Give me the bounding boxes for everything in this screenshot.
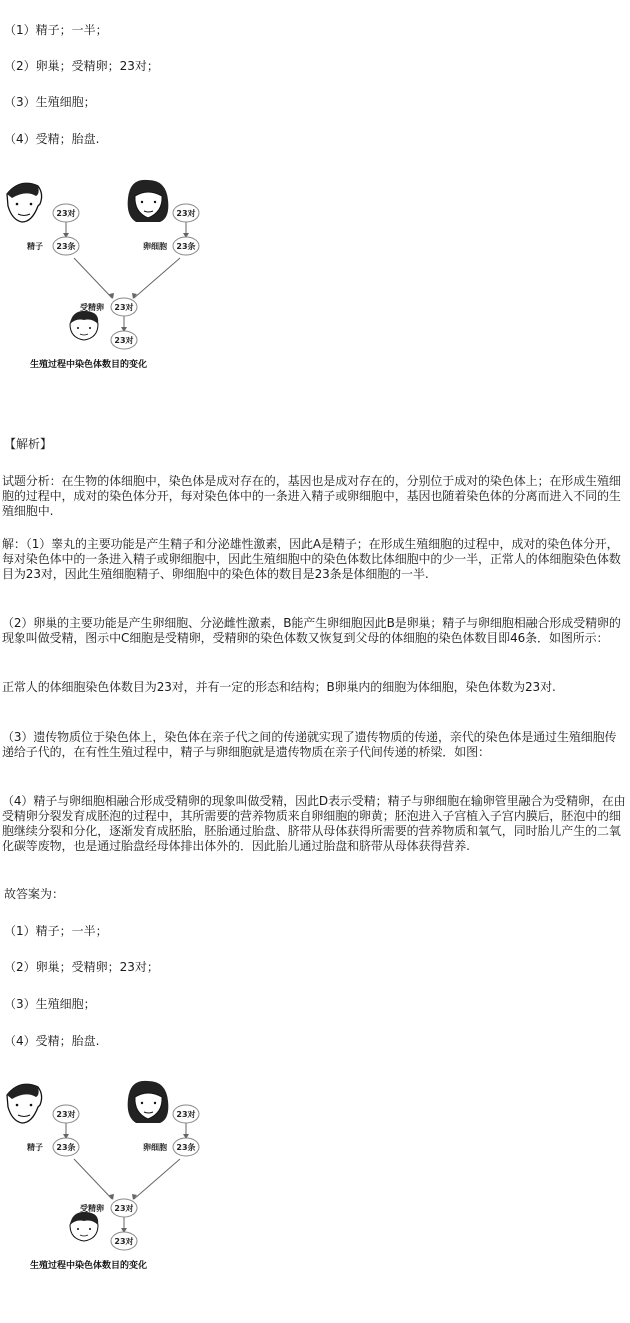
zygote-count: 23对 [114,303,134,312]
figure-caption: 生殖过程中染色体数目的变化 [30,1261,148,1271]
answer-1-bottom: （1）精子；一半； [4,924,108,938]
answer-3-top: （3）生殖细胞； [4,95,96,109]
zygote-count: 23对 [114,1204,134,1213]
egg-count: 23条 [176,1143,196,1152]
zygote-label: 受精卵 [80,303,104,312]
analysis-paragraph-4: 正常人的体细胞染色体数目为23对，并有一定的形态和结构；B卵巢内的细胞为体细胞，染色体数为23对. [2,680,556,694]
answer-2-top: （2）卵巢；受精卵；23对； [4,59,159,73]
conclusion-label: 故答案为： [4,887,65,901]
analysis-paragraph-6: （4）精子与卵细胞相融合形成受精卵的现象叫做受精，因此D表示受精；精子与卵细胞在输卵管里融合为受精卵，在由受精卵分裂发育成胚泡的过程中，其所需要的营养物质来自卵细胞的卵黄；胚泡进入子宫植入子宫内膜后，胚泡中的细胞继续分裂和分化，逐渐发育成胚胎，胚胎通过胎盘、脐带从母体获得所需要的营养物质和氧气，同时胎儿产生的二氧化碳等废物，也是通过胎盘经母体排出体外的．因此胎儿通过胎盘和脐带从母体获得营养. [2,794,626,853]
child-count: 23对 [114,336,134,345]
egg-label: 卵细胞 [143,242,167,251]
sperm-label: 精子 [27,242,43,251]
chromosome-figure-top [0,172,200,372]
sperm-count: 23条 [56,242,76,251]
answer-4-top: （4）受精；胎盘. [4,132,100,146]
father-face-icon [7,183,42,222]
sperm-label: 精子 [27,1143,43,1152]
mother-face-icon [128,1081,169,1123]
child-face-icon [70,1212,98,1241]
egg-label: 卵细胞 [143,1143,167,1152]
answer-1-top: （1）精子；一半； [4,23,108,37]
analysis-paragraph-5: （3）遗传物质位于染色体上，染色体在亲子代之间的传递就实现了遗传物质的传递，亲代的染色体是通过生殖细胞传递给子代的，在有性生殖过程中，精子与卵细胞就是遗传物质在亲子代间传递的桥梁．如图： [2,730,617,759]
answer-3-bottom: （3）生殖细胞； [4,997,96,1011]
egg-count: 23条 [176,242,196,251]
father-count: 23对 [56,209,76,218]
child-count: 23对 [114,1237,134,1246]
mother-face-icon [128,180,169,222]
child-face-icon [70,311,98,340]
figure-caption: 生殖过程中染色体数目的变化 [30,360,148,370]
answer-4-bottom: （4）受精；胎盘. [4,1034,100,1048]
chromosome-diagram [0,172,200,372]
chromosome-diagram-bottom [0,1073,200,1273]
answer-2-bottom: （2）卵巢；受精卵；23对； [4,960,159,974]
sperm-count: 23条 [56,1143,76,1152]
analysis-heading: 【解析】 [4,437,53,451]
analysis-paragraph-3: （2）卵巢的主要功能是产生卵细胞、分泌雌性激素，B能产生卵细胞因此B是卵巢；精子与卵细胞相融合形成受精卵的现象叫做受精，图示中C细胞是受精卵，受精卵的染色体数又恢复到父母的体细胞的染色体数目即46条．如图所示： [2,616,621,645]
chromosome-figure-bottom [0,1073,200,1273]
analysis-paragraph-1: 试题分析：在生物的体细胞中，染色体是成对存在的，基因也是成对存在的，分别位于成对的染色体上；在形成生殖细胞的过程中，成对的染色体分开，每对染色体中的一条进入精子或卵细胞中，基因也随着染色体的分离而进入不同的生殖细胞中. [2,474,621,518]
mother-count: 23对 [176,209,196,218]
father-face-icon [7,1084,42,1123]
zygote-label: 受精卵 [80,1204,104,1213]
analysis-paragraph-2: 解：（1）睾丸的主要功能是产生精子和分泌雄性激素，因此A是精子；在形成生殖细胞的过程中，成对的染色体分开，每对染色体中的一条进入精子或卵细胞中，因此生殖细胞中的染色体数比体细胞中的少一半，正常人的体细胞染色体数目为23对，因此生殖细胞精子、卵细胞中的染色体的数目是23条是体细胞的一半. [2,537,621,581]
father-count: 23对 [56,1110,76,1119]
mother-count: 23对 [176,1110,196,1119]
